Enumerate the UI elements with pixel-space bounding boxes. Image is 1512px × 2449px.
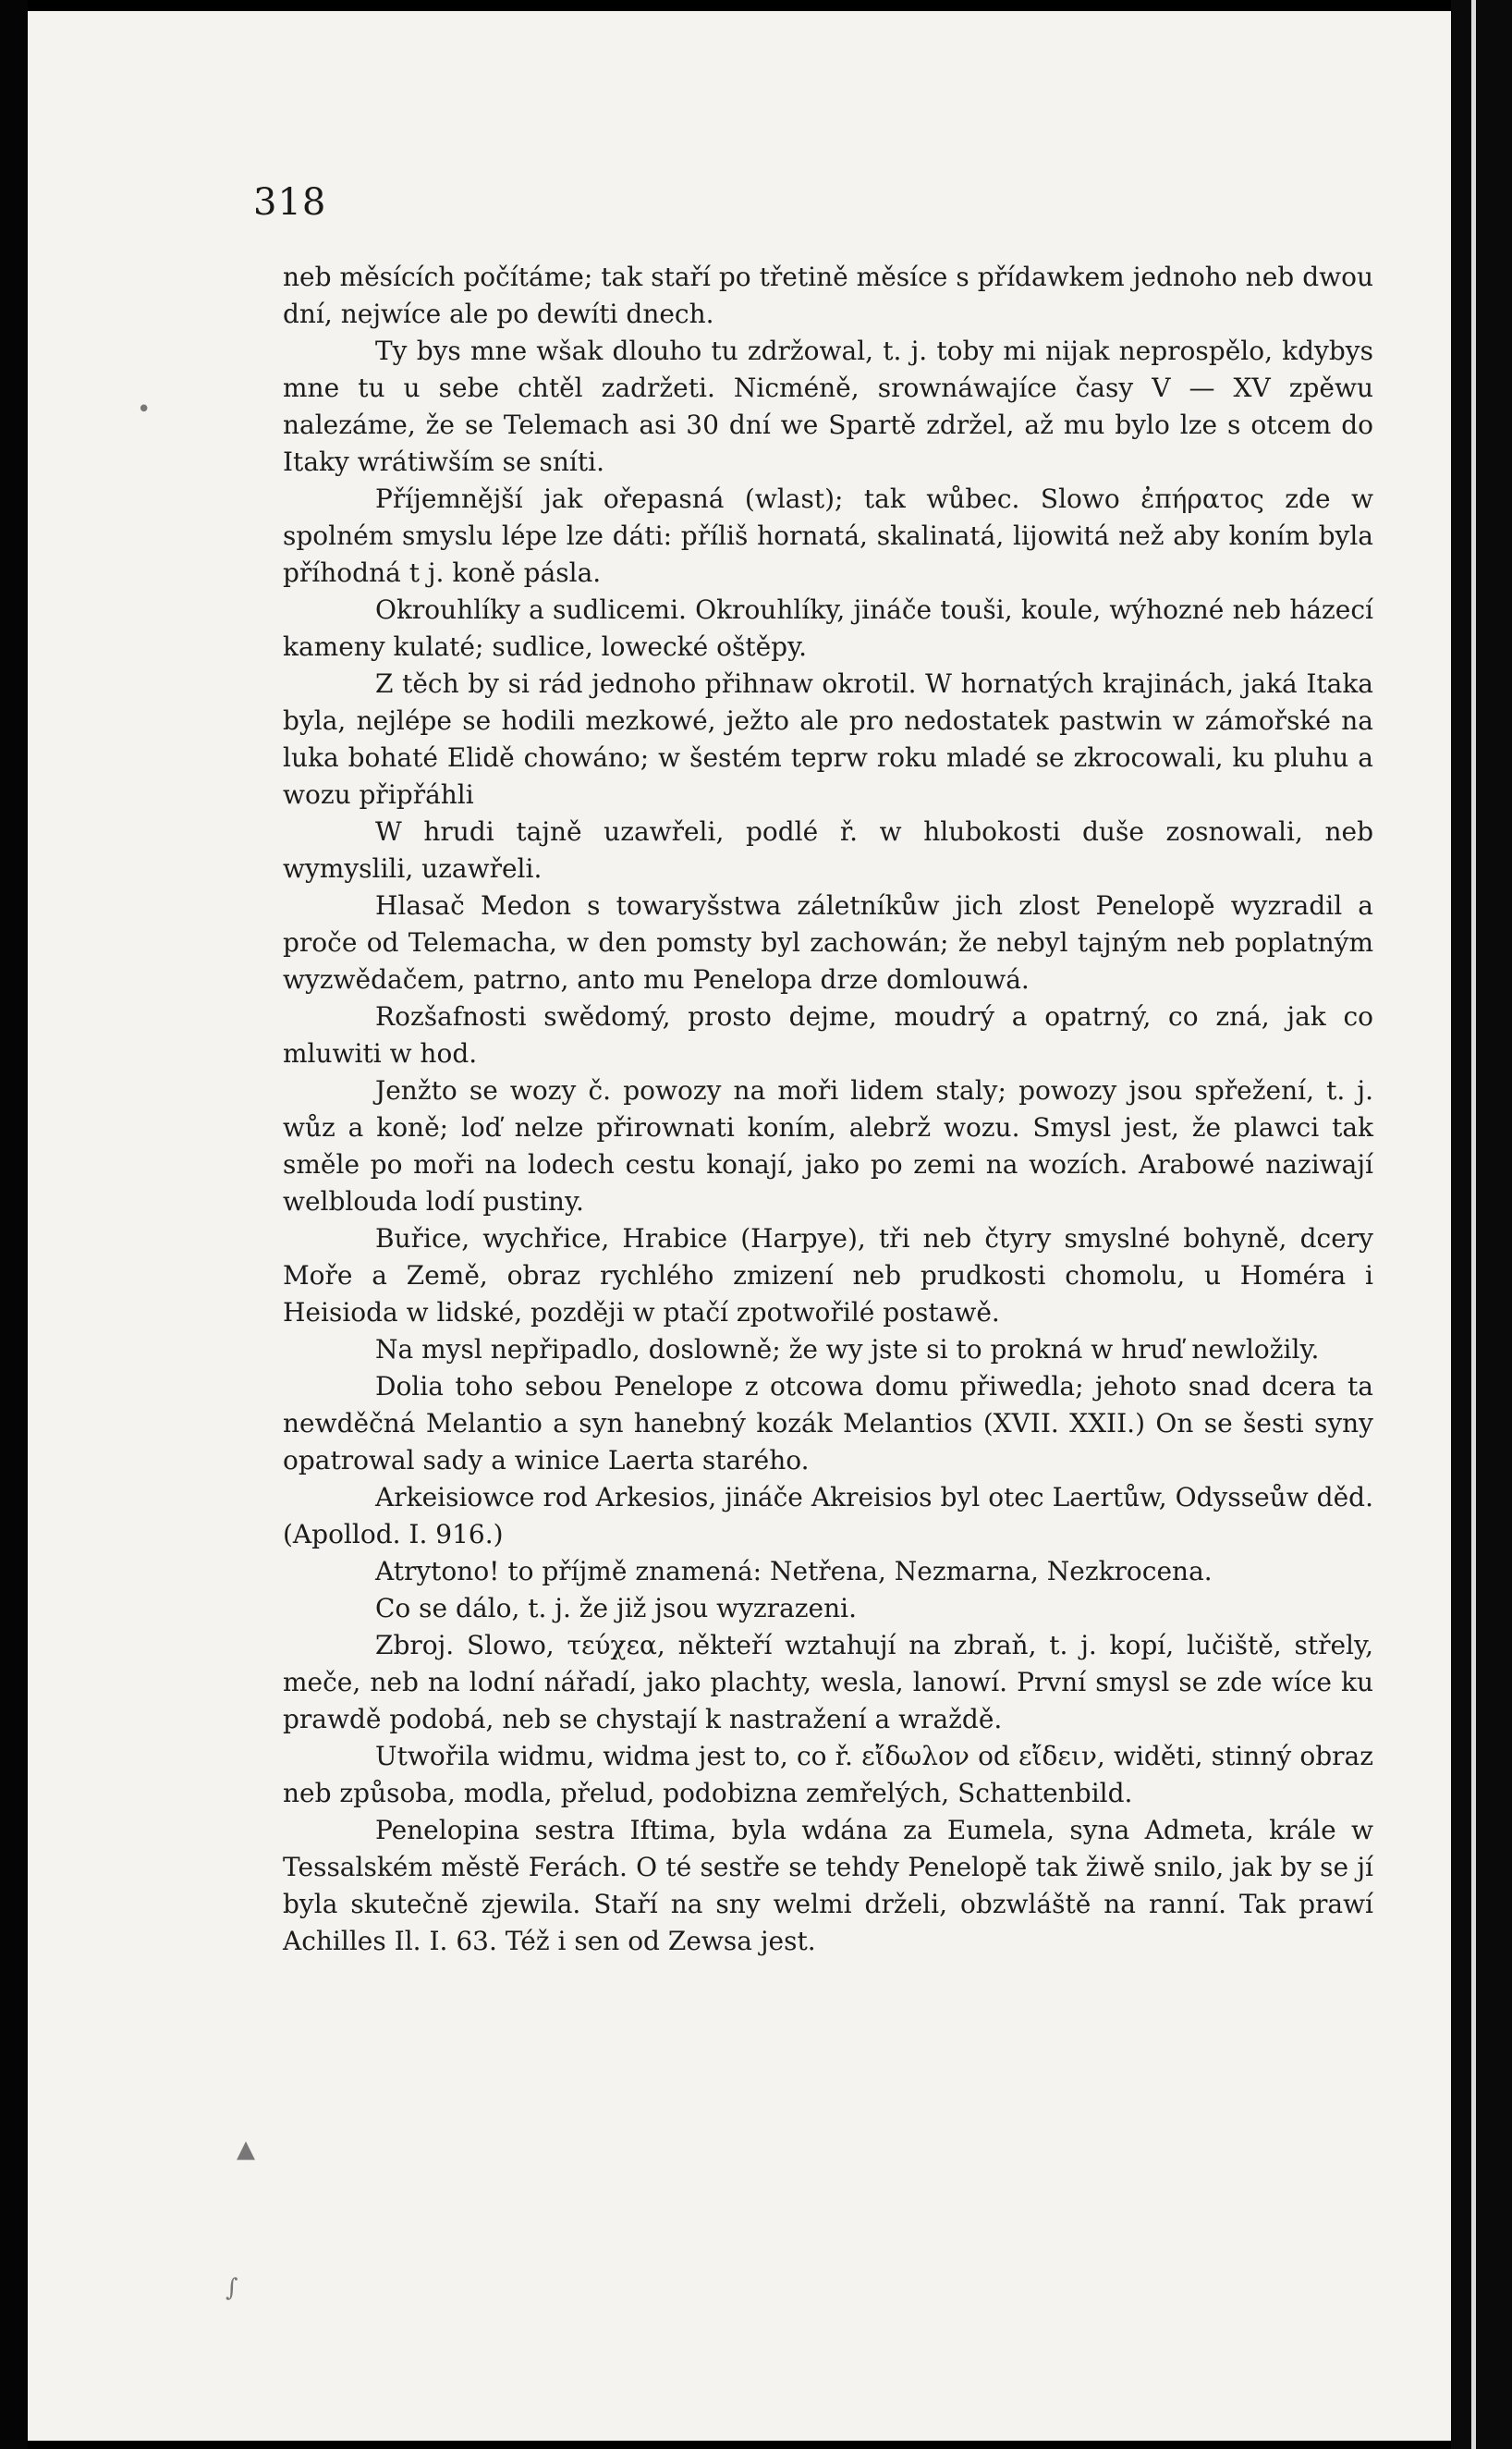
- paragraph: Okrouhlíky a sudlicemi. Okrouhlíky, jináče touši, koule, wýhozné neb házecí kameny kulaté; sudlice, lowecké oštěpy.: [283, 594, 1373, 662]
- margin-dot: •: [137, 396, 152, 423]
- paragraph: Z těch by si rád jednoho přihnaw okrotil. W hornatých krajinách, jaká Itaka byla, nejlépe se hodili mezkowé, ježto ale pro nedostatek pastwin w zámořské na luka bohaté Elidě chowáno; w šestém teprw roku mladé se zkrocowali, ku pluhu a wozu připřáhli: [283, 668, 1373, 810]
- paragraph: Arkeisiowce rod Arkesios, jináče Akreisios byl otec Laertůw, Odysseůw děd. (Apollod. I. 916.): [283, 1482, 1373, 1549]
- margin-ink-mark: ∫: [226, 2274, 238, 2302]
- paragraph: Co se dálo, t. j. že již jsou wyzrazeni.: [375, 1593, 857, 1623]
- page-edge-line: [1471, 0, 1476, 2449]
- paragraph: Hlasač Medon s towaryšstwa záletníkůw jich zlost Penelopě wyzradil a proče od Telemacha, w den pomsty byl zachowán; že nebyl tajným neb poplatným wyzwědačem, patrno, anto mu Penelopa drze domlouwá.: [283, 890, 1373, 995]
- scan-border-right: [1451, 0, 1512, 2449]
- paragraph: Penelopina sestra Iftima, byla wdána za Eumela, syna Admeta, krále w Tessalském městě Ferách. O té sestře se tehdy Penelopě tak žiwě snilo, jak by se jí byla skutečně zjewila. Staří na sny welmi drželi, obzwláště na ranní. Tak prawí Achilles Il. I. 63. Též i sen od Zewsa jest.: [283, 1815, 1373, 1956]
- paragraph: Buřice, wychřice, Hrabice (Harpye), tři neb čtyry smyslné bohyně, dcery Moře a Země, obraz rychlého zmizení neb prudkosti chomolu, u Homéra i Heisioda w lidské, později w ptačí zpotwořilé postawě.: [283, 1223, 1373, 1328]
- paragraph: Atrytono! to příjmě znamená: Netřena, Nezmarna, Nezkrocena.: [375, 1556, 1213, 1586]
- paragraph: neb měsících počítáme; tak staří po třetině měsíce s přídawkem jednoho neb dwou dní, nejwíce ale po dewíti dnech.: [283, 262, 1373, 329]
- paragraph: Na mysl nepřipadlo, doslowně; že wy jste si to prokná w hruď newložily.: [375, 1334, 1320, 1365]
- paragraph: Rozšafnosti swědomý, prosto dejme, moudrý a opatrný, co zná, jak co mluwiti w hod.: [283, 1001, 1373, 1069]
- paragraph: Příjemnější jak ořepasná (wlast); tak wůbec. Slowo ἐπήρατος zde w spolném smyslu lépe lze dáti: příliš hornatá, skalinatá, lijowitá než aby koním byla příhodná t j. koně pásla.: [283, 484, 1373, 588]
- scan-border-left: [0, 0, 28, 2449]
- paragraph: W hrudi tajně uzawřeli, podlé ř. w hlubokosti duše zosnowali, neb wymyslili, uzawřeli.: [283, 816, 1373, 884]
- paragraph: Jenžto se wozy č. powozy na moři lidem staly; powozy jsou spřežení, t. j. wůz a koně; loď nelze přirownati koním, alebrž wozu. Smysl jest, že plawci tak směle po moři na lodech cestu konají, jako po zemi na wozích. Arabowé naziwají welblouda lodí pustiny.: [283, 1075, 1373, 1217]
- page-text: [283, 259, 1373, 1960]
- margin-ink-mark: ▲: [237, 2136, 255, 2163]
- paragraph: Zbroj. Slowo, τεύχεα, někteří wztahují na zbraň, t. j. kopí, lučiště, střely, meče, neb na lodní nářadí, jako plachty, wesla, lanowí. První smysl se zde wíce ku prawdě podobá, neb se chystají k nastražení a wraždě.: [283, 1630, 1373, 1734]
- page-number: 318: [253, 181, 327, 224]
- paragraph: Utwořila widmu, widma jest to, co ř. εἴδωλον od εἴδειν, widěti, stinný obraz neb způsoba, modla, přelud, podobizna zemřelých, Schattenbild.: [283, 1741, 1373, 1808]
- paragraph: Dolia toho sebou Penelope z otcowa domu přiwedla; jehoto snad dcera ta newděčná Melantio a syn hanebný kozák Melantios (XVII. XXII.) On se šesti syny opatrowal sady a winice Laerta starého.: [283, 1371, 1373, 1476]
- paragraph: Ty bys mne wšak dlouho tu zdržowal, t. j. toby mi nijak neprospělo, kdybys mne tu u sebe chtěl zadržeti. Nicméně, srownáwajíce časy V — XV zpěwu nalezáme, že se Telemach asi 30 dní we Spartě zdržel, až mu bylo lze s otcem do Itaky wrátiwším se sníti.: [283, 336, 1373, 477]
